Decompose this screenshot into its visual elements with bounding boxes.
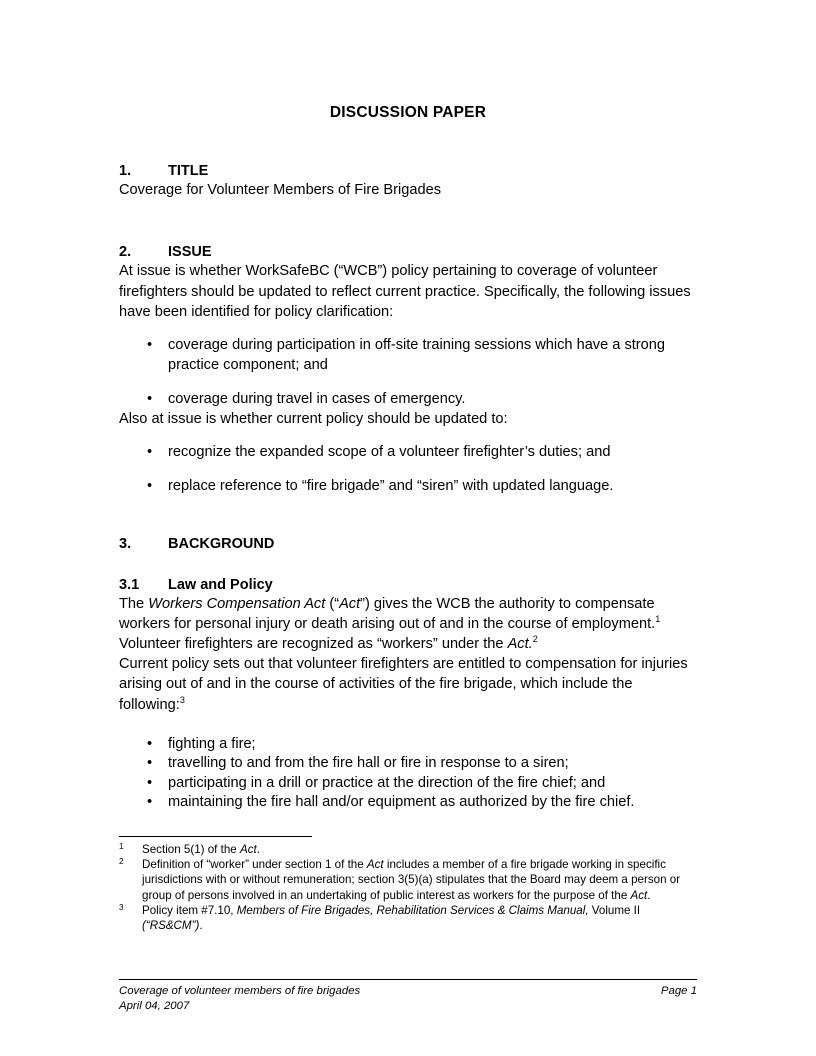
footnote-2-italic-1: Act <box>366 858 384 872</box>
heading-issue-label: ISSUE <box>168 244 212 261</box>
paragraph-title: Coverage for Volunteer Members of Fire Brigades <box>119 181 442 198</box>
heading-law-and-policy-number: 3.1 <box>119 576 140 593</box>
document-title: DISCUSSION PAPER <box>329 104 487 121</box>
law-act-end: Act. <box>507 636 533 653</box>
footer-document-name: Coverage of volunteer members of fire brigades <box>119 985 361 997</box>
heading-background <box>119 536 697 553</box>
footnote-3-italic-1: Members of Fire Brigades, Rehabilitation Services & Claims Manual, <box>236 903 589 917</box>
law-text-part3: ”) gives the WCB the authority to compensate workers for personal injury or death arising out of and in the course of employment. <box>119 596 656 633</box>
heading-issue-number: 2. <box>119 244 132 261</box>
list-item: • coverage during travel in cases of emergency. <box>119 389 697 409</box>
also-bullet-list <box>119 442 697 496</box>
footnote-2 <box>119 857 697 903</box>
list-item: • travelling to and from the fire hall or fire in response to a siren; <box>119 754 697 774</box>
list-item: • coverage during participation in off-site training sessions which have a strong practice component; and <box>119 335 697 375</box>
heading-title-label: TITLE <box>168 162 209 179</box>
footnote-2-part2: includes a member of a fire brigade working in specific jurisdictions with or without remuneration; section 3(5)(a) stipulates that the Board may deem a person or group of persons involved in an undertaking of public interest as workers for the purpose of the <box>142 858 681 902</box>
page-footer <box>119 979 697 1013</box>
heading-background-label: BACKGROUND <box>168 536 275 553</box>
footnote-2-italic-2: Act <box>630 888 648 902</box>
footnote-3-part3: . <box>199 919 203 933</box>
footnote-ref-3: 3 <box>179 694 185 705</box>
paragraph-current-policy <box>119 654 697 714</box>
activity-bullet-list <box>119 735 697 813</box>
footer-page-number: Page 1 <box>660 985 697 997</box>
heading-law-and-policy <box>119 577 697 594</box>
law-text-part2: (“ <box>325 596 340 613</box>
list-item: • replace reference to “fire brigade” and “siren” with updated language. <box>119 476 697 496</box>
footnotes-area <box>119 836 697 933</box>
paragraph-law <box>119 594 697 654</box>
footnote-3-marker: 3 <box>119 902 124 912</box>
footer-separator-rule <box>119 979 697 980</box>
law-text-part4: Volunteer firefighters are recognized as “workers” under the <box>119 636 508 653</box>
footnote-2-part1: Definition of “worker” under section 1 of the <box>142 858 367 872</box>
footnote-1-italic: Act <box>239 843 257 856</box>
footnote-3 <box>119 903 697 933</box>
footnote-1-part2: . <box>256 843 260 856</box>
footnote-ref-2: 2 <box>532 634 538 645</box>
list-item: • fighting a fire; <box>119 735 697 755</box>
heading-issue <box>119 244 697 261</box>
current-policy-text: Current policy sets out that volunteer firefighters are entitled to compensation for injuries arising out of and in the course of activities of the fire brigade, which include the following: <box>119 656 688 713</box>
list-item: • participating in a drill or practice at the direction of the fire chief; and <box>119 774 697 794</box>
footnote-ref-1: 1 <box>655 614 661 625</box>
heading-background-number: 3. <box>119 536 132 553</box>
heading-law-and-policy-label: Law and Policy <box>168 576 273 593</box>
paragraph-also-intro: Also at issue is whether current policy should be updated to: <box>119 411 508 428</box>
issue-bullet-list <box>119 335 697 409</box>
footer-top-row <box>119 984 697 999</box>
footnote-1 <box>119 842 697 857</box>
law-text-part1: The <box>119 596 149 613</box>
footnote-3-italic-2: (“RS&CM”) <box>142 919 200 933</box>
heading-title <box>119 163 697 180</box>
law-act-short: Act <box>339 596 361 613</box>
footnote-3-part1: Policy item #7.10, <box>142 903 237 917</box>
list-item: • maintaining the fire hall and/or equipment as authorized by the fire chief. <box>119 793 697 813</box>
footer-date: April 04, 2007 <box>119 999 190 1012</box>
paragraph-issue-intro: At issue is whether WorkSafeBC (“WCB”) policy pertaining to coverage of volunteer firefighters should be updated to reflect current practice. Specifically, the following issues have been identified for policy clarification: <box>119 263 691 320</box>
law-act-title: Workers Compensation Act <box>148 596 326 613</box>
footnote-2-marker: 2 <box>119 857 124 867</box>
footnote-1-part1: Section 5(1) of the <box>142 843 240 856</box>
footnote-separator-rule <box>119 836 312 837</box>
document-content <box>119 0 697 813</box>
footnote-2-part3: . <box>647 888 651 902</box>
list-item: • recognize the expanded scope of a volunteer firefighter’s duties; and <box>119 442 697 462</box>
footnote-1-marker: 1 <box>119 842 124 852</box>
heading-title-number: 1. <box>119 162 132 179</box>
footnote-3-part2: Volume II <box>588 903 641 917</box>
